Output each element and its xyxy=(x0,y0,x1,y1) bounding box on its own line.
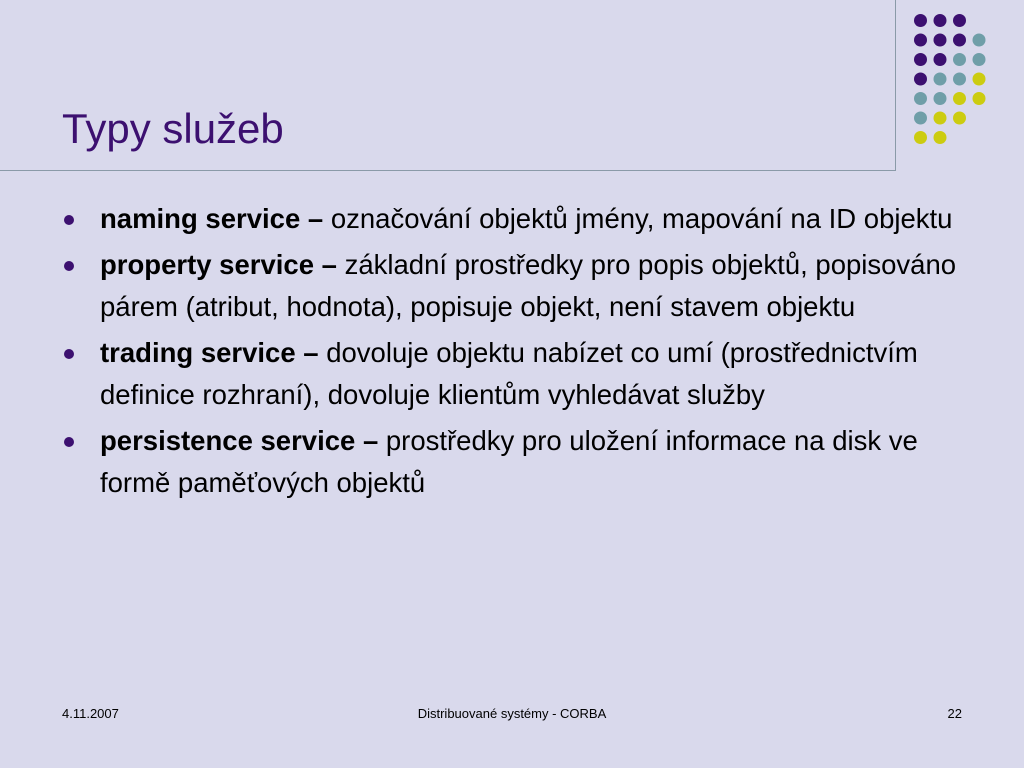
title-divider-horizontal xyxy=(0,170,895,171)
decorative-dot xyxy=(914,14,927,27)
decorative-dot xyxy=(934,53,947,66)
bullet-text: dovoluje objektu nabízet co umí (prostřednictvím definice rozhraní), dovoluje klientům vyhledávat služby xyxy=(100,337,918,410)
bullet-marker xyxy=(64,261,74,271)
decorative-dot xyxy=(934,73,947,86)
decorative-dot xyxy=(934,131,947,144)
decorative-dot xyxy=(934,112,947,125)
footer-title: Distribuované systémy - CORBA xyxy=(417,706,607,721)
slide-title: Typy služeb xyxy=(62,105,284,152)
decorative-dot xyxy=(953,14,966,27)
decorative-dot xyxy=(914,92,927,105)
decorative-dot xyxy=(914,131,927,144)
bullet-marker xyxy=(64,349,74,359)
decorative-dot xyxy=(953,73,966,86)
decorative-dot xyxy=(914,73,927,86)
decorative-dot xyxy=(914,34,927,47)
decorative-dot xyxy=(953,34,966,47)
bullet-text: označování objektů jmény, mapování na ID objektu xyxy=(330,203,953,234)
decorative-dot xyxy=(973,34,986,47)
bullet-term: trading service – xyxy=(100,337,319,368)
decorative-dot xyxy=(934,34,947,47)
decorative-dot xyxy=(934,14,947,27)
decorative-dot xyxy=(953,53,966,66)
decorative-dot xyxy=(914,53,927,66)
bullet-term: property service – xyxy=(100,249,337,280)
bullet-list xyxy=(62,198,962,508)
bullet-item-property-service xyxy=(62,244,962,328)
decorative-dot xyxy=(914,112,927,125)
decorative-dot xyxy=(973,73,986,86)
decorative-dot xyxy=(934,92,947,105)
bullet-text: prostředky pro uložení informace na disk ve formě paměťových objektů xyxy=(100,425,918,498)
decorative-dot-grid-graphic xyxy=(906,10,1016,150)
bullet-marker xyxy=(64,215,74,225)
decorative-dot xyxy=(973,92,986,105)
bullet-item-naming-service xyxy=(62,198,962,240)
bullet-item-persistence-service xyxy=(62,420,962,504)
bullet-term: naming service – xyxy=(100,203,324,234)
decorative-dot xyxy=(973,53,986,66)
footer-date: 4.11.2007 xyxy=(62,706,119,721)
decorative-dot xyxy=(953,92,966,105)
bullet-term: persistence service – xyxy=(100,425,379,456)
title-divider-vertical xyxy=(895,0,896,171)
bullet-item-trading-service xyxy=(62,332,962,416)
decorative-dot xyxy=(953,112,966,125)
bullet-text: základní prostředky pro popis objektů, popisováno párem (atribut, hodnota), popisuje objekt, není stavem objektu xyxy=(100,249,957,322)
decorative-dot-grid xyxy=(906,10,1016,150)
bullet-marker xyxy=(64,437,74,447)
slide-number: 22 xyxy=(947,706,962,721)
